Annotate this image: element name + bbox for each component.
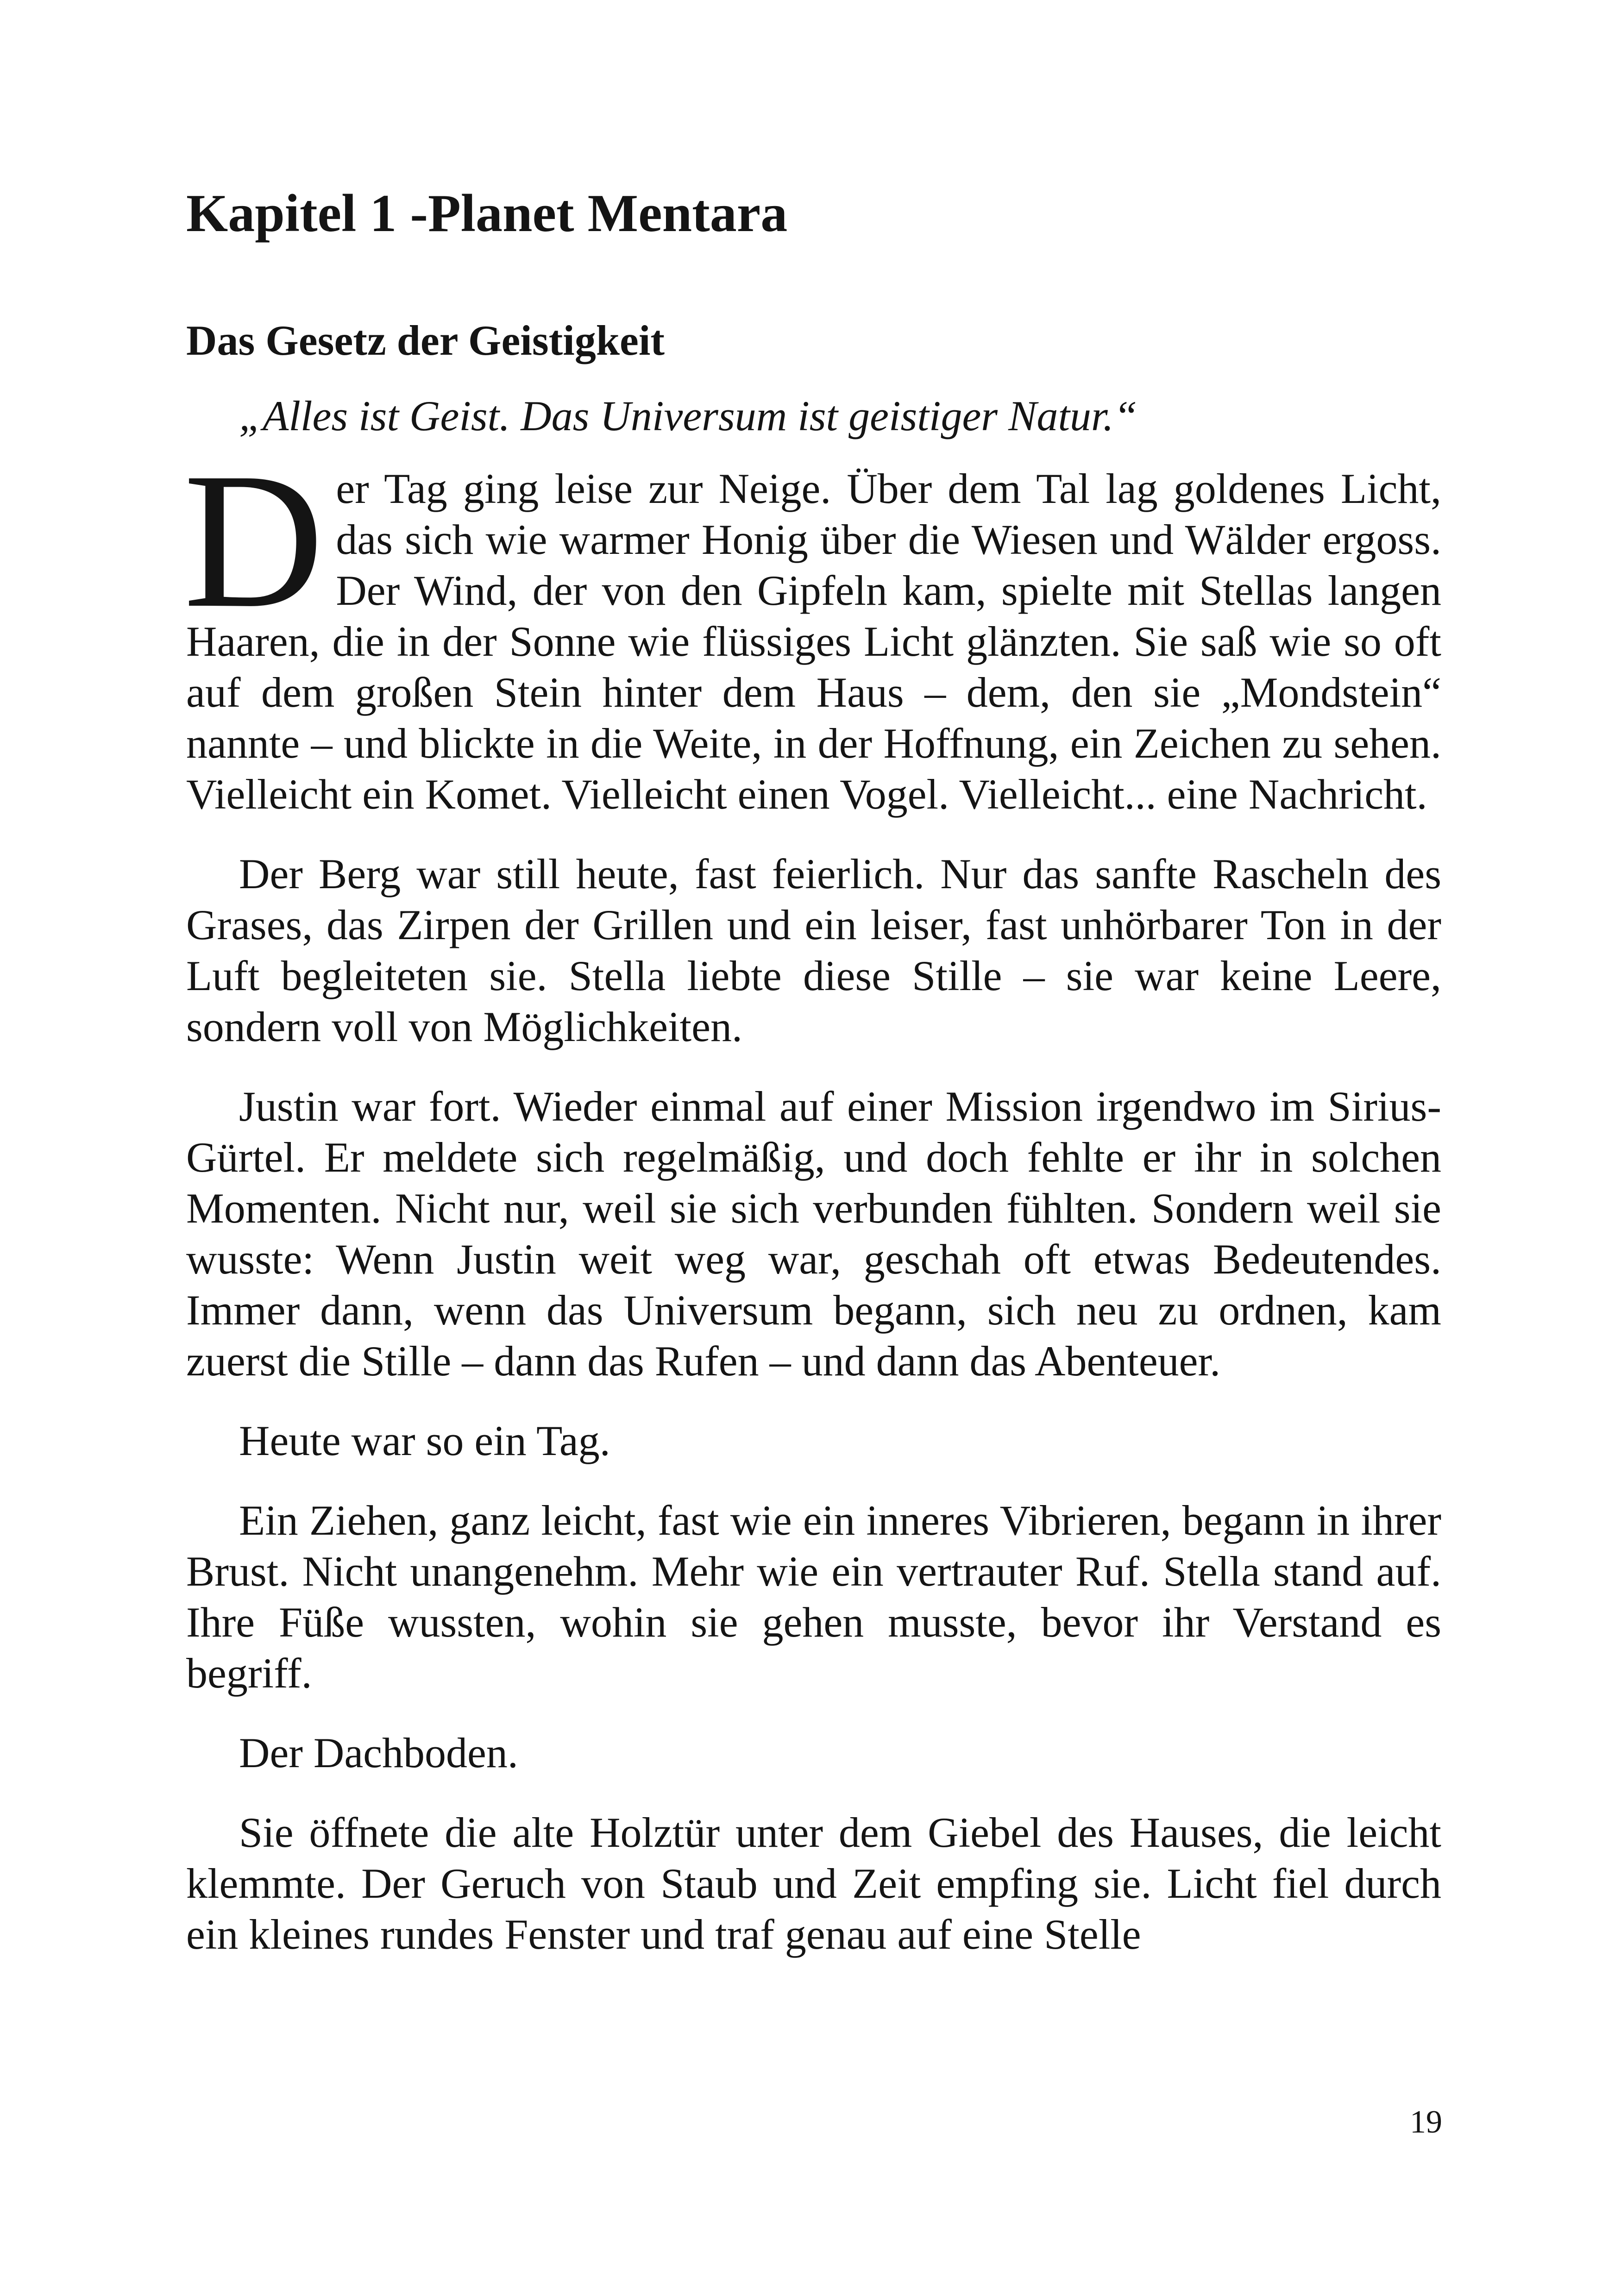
paragraph-1 (183, 433, 1441, 820)
paragraph-4: Heute war so ein Tag. (239, 1417, 610, 1464)
section-title: Das Gesetz der Geistigkeit (186, 317, 665, 364)
drop-cap: D (183, 433, 324, 648)
body-text (183, 433, 1441, 1989)
paragraph-7: Sie öffnete die alte Holztür unter dem Giebel des Hauses, die leicht klemmte. Der Geruch von Staub und Zeit empfing sie. Licht fiel durch ein kleines rundes Fenster und traf genau auf eine Stelle (186, 1809, 1441, 1958)
paragraph-5: Ein Ziehen, ganz leicht, fast wie ein inneres Vibrieren, begann in ihrer Brust. Nicht unangenehm. Mehr wie ein vertrauter Ruf. Stella stand auf. Ihre Füße wussten, wohin sie gehen musste, bevor ihr Verstand es begriff. (186, 1497, 1441, 1697)
motto-quote: „Alles ist Geist. Das Universum ist geistiger Natur.“ (239, 392, 1137, 439)
chapter-title: Kapitel 1 -Planet Mentara (186, 184, 788, 243)
paragraph-1-text: er Tag ging leise zur Neige. Über dem Tal lag goldenes Licht, das sich wie warmer Honig über die Wiesen und Wälder ergoss. Der Wind, der von den Gipfeln kam, spielte mit Stellas langen Haaren, die in der Sonne wie flüssiges Licht glänzten. Sie saß wie so oft auf dem großen Stein hinter dem Haus – dem, den sie „Mondstein“ nannte – und blickte in die Weite, in der Hoffnung, ein Zeichen zu sehen. Vielleicht ein Komet. Vielleicht einen Vogel. Vielleicht... eine Nachricht. (186, 465, 1441, 818)
paragraph-2: Der Berg war still heute, fast feierlich. Nur das sanfte Rascheln des Grases, das Zirpen der Grillen und ein leiser, fast unhörbarer Ton in der Luft begleiteten sie. Stella liebte diese Stille – sie war keine Leere, sondern voll von Möglichkeiten. (186, 850, 1441, 1050)
paragraph-6: Der Dachboden. (239, 1729, 518, 1776)
page-number: 19 (1410, 2104, 1442, 2140)
paragraph-3: Justin war fort. Wieder einmal auf einer Mission irgendwo im Sirius-Gürtel. Er meldete sich regelmäßig, und doch fehlte er ihr in solchen Momenten. Nicht nur, weil sie sich verbunden fühlten. Sondern weil sie wusste: Wenn Justin weit weg war, geschah oft etwas Bedeutendes. Immer dann, wenn das Universum begann, sich neu zu ordnen, kam zuerst die Stille – dann das Rufen – und dann das Abenteuer. (186, 1083, 1441, 1385)
